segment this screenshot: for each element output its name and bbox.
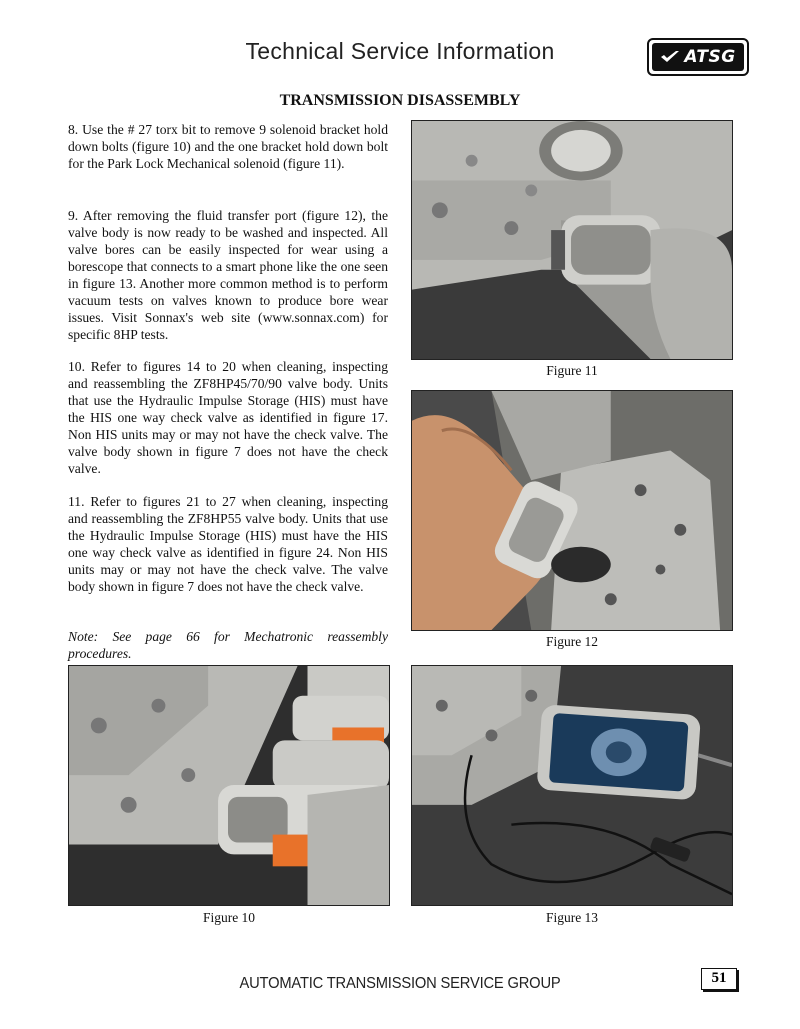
page-number: 51 — [701, 968, 737, 990]
footer-organization: AUTOMATIC TRANSMISSION SERVICE GROUP — [239, 975, 561, 992]
figure-12-caption: Figure 12 — [545, 634, 599, 649]
page-header-title: Technical Service Information — [245, 38, 555, 64]
figure-10-caption: Figure 10 — [202, 910, 256, 925]
paragraph-step-11: 11. Refer to figures 21 to 27 when cleaning, inspecting and reassembling the ZF8HP55 valve body. Units that use the Hydraulic Impulse Storage (HIS) must have the HIS one way check valve as identified in figure 24. Non HIS units may or may not have the check valve. The valve body shown in figure 7 does not have the check valve. — [68, 494, 388, 594]
figure-13-caption: Figure 13 — [545, 910, 599, 925]
figure-10-photo — [68, 665, 390, 906]
figure-11-caption: Figure 11 — [546, 363, 598, 378]
section-title: TRANSMISSION DISASSEMBLY — [279, 92, 521, 109]
logo-text: ATSG — [684, 47, 736, 67]
paragraph-step-10: 10. Refer to figures 14 to 20 when cleaning, inspecting and reassembling the ZF8HP45/70/90 valve body. Units that use the Hydraulic Impulse Storage (HIS) must have the HIS one way check valve as identified in figure 17. Non HIS units may or may not have the check valve. The valve body shown in figure 7 does not have the check valve. — [68, 359, 388, 476]
paragraph-step-8: 8. Use the # 27 torx bit to remove 9 solenoid bracket hold down bolts (figure 10) and the one bracket hold down bolt for the Park Lock Mechanical solenoid (figure 11). — [68, 122, 388, 171]
paragraph-step-9: 9. After removing the fluid transfer port (figure 12), the valve body is now ready to be washed and inspected. All valve bores can be easily inspected for wear using a borescope that connects to a smart phone like the one seen in figure 13. Another more common method is to perform vacuum tests on valves known to produce bore wear issues. Visit Sonnax's web site (www.sonnax.com) for specific 8HP tests. — [68, 208, 388, 342]
figure-11-photo — [411, 120, 733, 360]
figure-13-photo — [411, 665, 733, 906]
note-paragraph: Note: See page 66 for Mechatronic reassembly procedures. — [68, 629, 388, 661]
figure-12-photo — [411, 390, 733, 631]
atsg-logo — [647, 38, 749, 76]
checkmark-icon — [660, 49, 680, 65]
